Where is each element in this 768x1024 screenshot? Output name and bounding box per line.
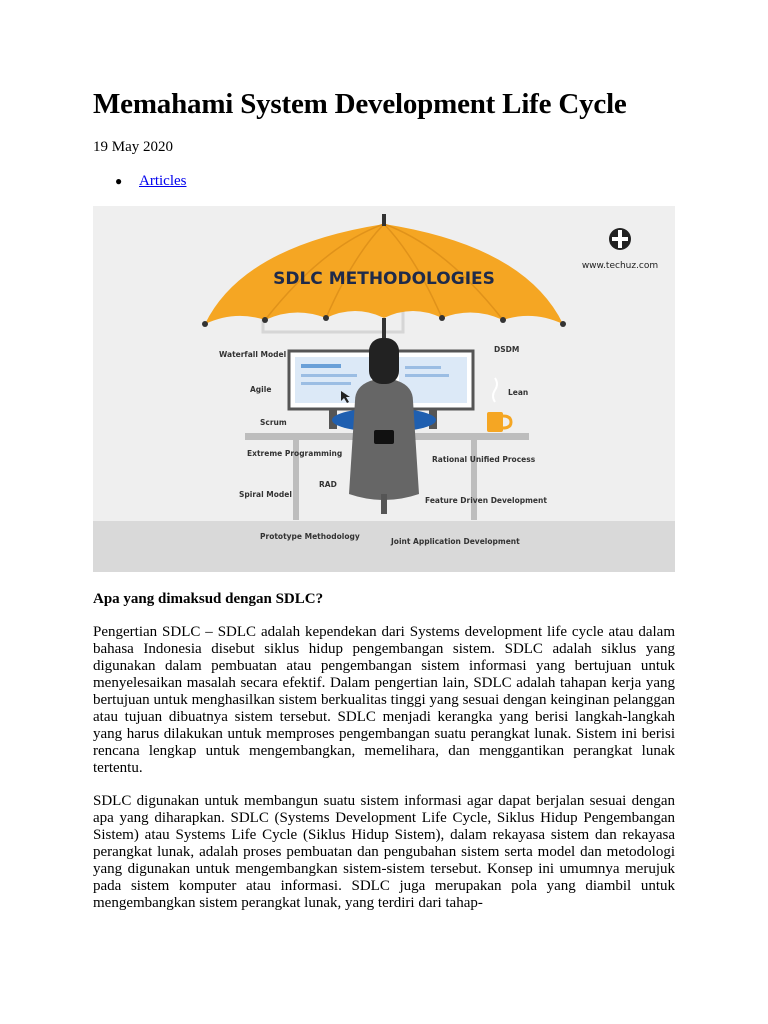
screen-line [405, 366, 441, 369]
label-scrum: Scrum [260, 418, 287, 427]
paragraph-1: Pengertian SDLC – SDLC adalah kependekan dari Systems development life cycle atau dalam bahasa Indonesia disebut siklus hidup pengembangan sistem. SDLC adalah siklus yang digunakan dalam pembuatan atau pengembangan sistem informasi yang bertujuan untuk menyelesaikan masalah secara efektif. Dalam pengertian lain, SDLC adalah tahapan kerja yang bertujuan untuk menghasilkan sistem berkualitas tinggi yang sesuai dengan keinginan pelanggan atau tujuan dibuatnya sistem tersebut. SDLC menjadi kerangka yang berisi langkah-langkah yang harus dilakukan untuk memproses pengembangan suatu perangkat lunak. Sistem ini berisi rencana lengkap untuk mengembangkan, memelihara, dan menggantikan perangkat lunak tertentu. [93, 624, 675, 776]
umbrella-rib-end [560, 321, 566, 327]
chair-back [374, 430, 394, 444]
label-feature-driven-development: Feature Driven Development [425, 496, 547, 505]
label-prototype-methodology: Prototype Methodology [260, 532, 360, 541]
umbrella-rib-end [439, 315, 445, 321]
label-lean: Lean [508, 388, 529, 397]
page-title: Memahami System Development Life Cycle [93, 88, 627, 120]
bullet-icon: ● [115, 174, 123, 188]
label-waterfall-model: Waterfall Model [219, 350, 287, 359]
umbrella-rib-end [323, 315, 329, 321]
section-heading: Apa yang dimaksud dengan SDLC? [93, 591, 324, 607]
screen-line [301, 364, 341, 368]
person-head [369, 338, 399, 384]
figure-heading: SDLC METHODOLOGIES [273, 269, 495, 289]
publish-date: 19 May 2020 [93, 139, 173, 155]
paragraph-2: SDLC digunakan untuk membangun suatu sistem informasi agar dapat berjalan sesuai dengan apa yang diharapkan. SDLC (Systems Development Life Cycle, Siklus Hidup Pengembangan Sistem) atau Systems Life Cycle (Siklus Hidup Sistem), dalam rekayasa sistem dan rekayasa perangkat lunak, adalah proses pembuatan dan pengubahan sistem serta model dan metodologi yang digunakan untuk mengembangkan sistem-sistem tersebut. Konsep ini umumnya merujuk pada sistem komputer atau informasi. SDLC juga merupakan pola yang diambil untuk mengembangkan sistem perangkat lunak, yang terdiri dari tahap- [93, 793, 675, 911]
umbrella-rib-end [262, 317, 268, 323]
label-extreme-programming: Extreme Programming [247, 449, 343, 458]
sdlc-methodologies-image [93, 206, 675, 572]
desk-leg-right [471, 440, 477, 520]
umbrella-rib-end [500, 317, 506, 323]
chair-post [381, 494, 387, 514]
screen-line [301, 374, 357, 377]
screen-line [405, 374, 449, 377]
label-spiral-model: Spiral Model [239, 490, 292, 499]
label-rational-unified-process: Rational Unified Process [432, 455, 536, 464]
category-link-articles[interactable]: Articles [139, 173, 187, 189]
label-joint-application-development: Joint Application Development [391, 537, 520, 546]
label-dsdm: DSDM [494, 345, 520, 354]
floor [93, 521, 675, 572]
brand-url: www.techuz.com [581, 261, 659, 271]
label-agile: Agile [250, 385, 272, 394]
coffee-mug-icon [487, 412, 503, 432]
techuz-logo-cross-h [612, 237, 628, 241]
umbrella-tip [382, 214, 386, 226]
screen-line [301, 382, 351, 385]
umbrella-rib-end [202, 321, 208, 327]
label-rad: RAD [319, 480, 337, 489]
